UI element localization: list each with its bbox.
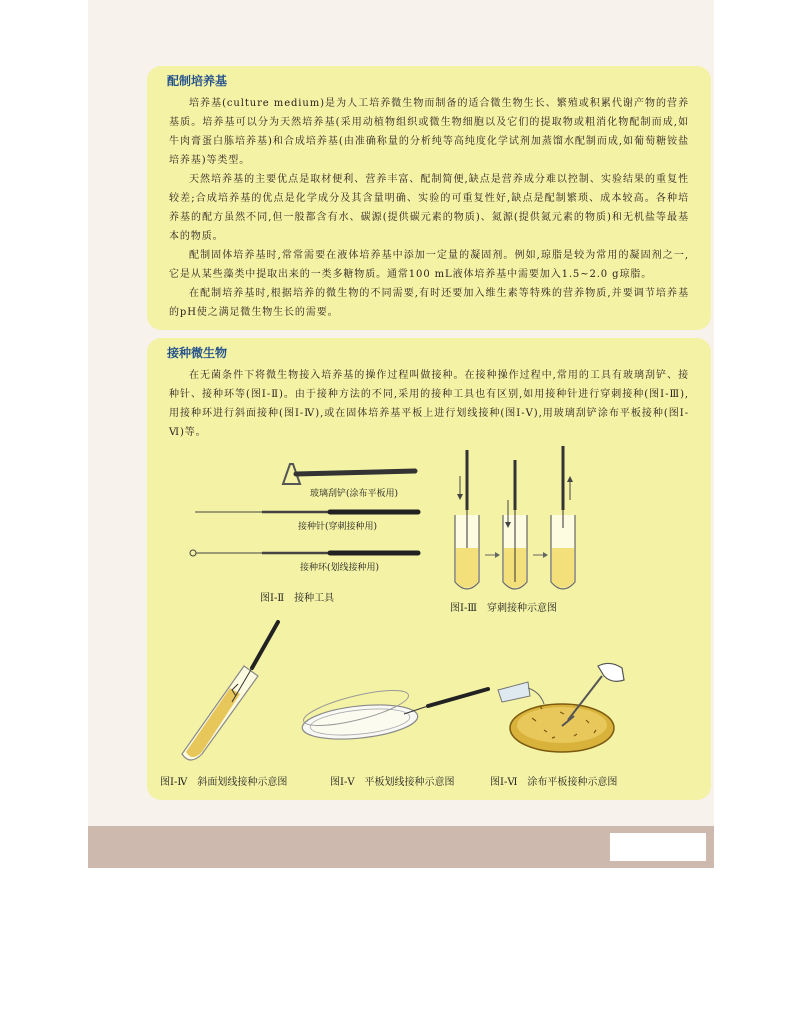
figure-caption-5: 图Ⅰ-Ⅴ 平板划线接种示意图 [330, 777, 455, 788]
tool-label-loop: 接种环(划线接种用) [300, 563, 380, 573]
stab-inoculation-illustration [455, 446, 575, 589]
section-title: 配制培养基 [167, 74, 228, 88]
spread-plate-illustration [498, 663, 624, 752]
glass-spreader-illustration [283, 464, 415, 484]
figure-caption-4: 图Ⅰ-Ⅳ 斜面划线接种示意图 [160, 777, 288, 788]
tool-label-spreader: 玻璃刮铲(涂布平板用) [310, 489, 399, 499]
paragraph: 配制固体培养基时,常常需要在液体培养基中添加一定量的凝固剂。例如,琼脂是较为常用的凝固剂之一,它是从某些藻类中提取出来的一类多糖物质。通常100 mL液体培养基中需要加入1.5~2.0 g琼脂。 [169, 250, 689, 280]
inoculating-loop-illustration [190, 550, 418, 556]
paragraph: 在无菌条件下将微生物接入培养基的操作过程叫做接种。在接种操作过程中,常用的工具有玻璃刮铲、接种针、接种环等(图Ⅰ-Ⅱ)。由于接种方法的不同,采用的接种工具也有区别,如用接种针进行穿刺接种(图Ⅰ-Ⅲ),用接种环进行斜面接种(图Ⅰ-Ⅳ),或在固体培养基平板上进行划线接种(图Ⅰ-Ⅴ),用玻璃刮铲涂布平板接种(图Ⅰ-Ⅵ)等。 [169, 370, 689, 438]
paragraph: 天然培养基的主要优点是取材便利、营养丰富、配制简便,缺点是营养成分难以控制、实验结果的重复性较差;合成培养基的优点是化学成分及其含量明确、实验的可重复性好,缺点是配制繁琐、成本较高。各种培养基的配方虽然不同,但一般都含有水、碳源(提供碳元素的物质)、氮源(提供氮元素的物质)和无机盐等最基本的物质。 [169, 174, 689, 242]
figure-caption-2: 图Ⅰ-Ⅱ 接种工具 [260, 593, 335, 604]
plate-streak-illustration [301, 683, 488, 744]
paragraph: 培养基(culture medium)是为人工培养微生物而制备的适合微生物生长、繁殖或积累代谢产物的营养基质。培养基可以分为天然培养基(采用动植物组织或微生物细胞以及它们的提取物或粗消化物配制而成,如牛肉膏蛋白胨培养基)和合成培养基(由准确称量的分析纯等高纯度化学试剂加蒸馏水配制而成,如葡萄糖铵盐培养基)等类型。 [169, 98, 689, 166]
figure-caption-6: 图Ⅰ-Ⅵ 涂布平板接种示意图 [490, 777, 618, 788]
tool-label-needle: 接种针(穿刺接种用) [298, 522, 378, 532]
figure-caption-3: 图Ⅰ-Ⅲ 穿刺接种示意图 [450, 603, 557, 614]
slant-streak-illustration [182, 622, 278, 760]
section-title: 接种微生物 [167, 346, 228, 360]
paragraph: 在配制培养基时,根据培养的微生物的不同需要,有时还要加入维生素等特殊的营养物质,并要调节培养基的pH使之满足微生物生长的需要。 [169, 288, 689, 318]
